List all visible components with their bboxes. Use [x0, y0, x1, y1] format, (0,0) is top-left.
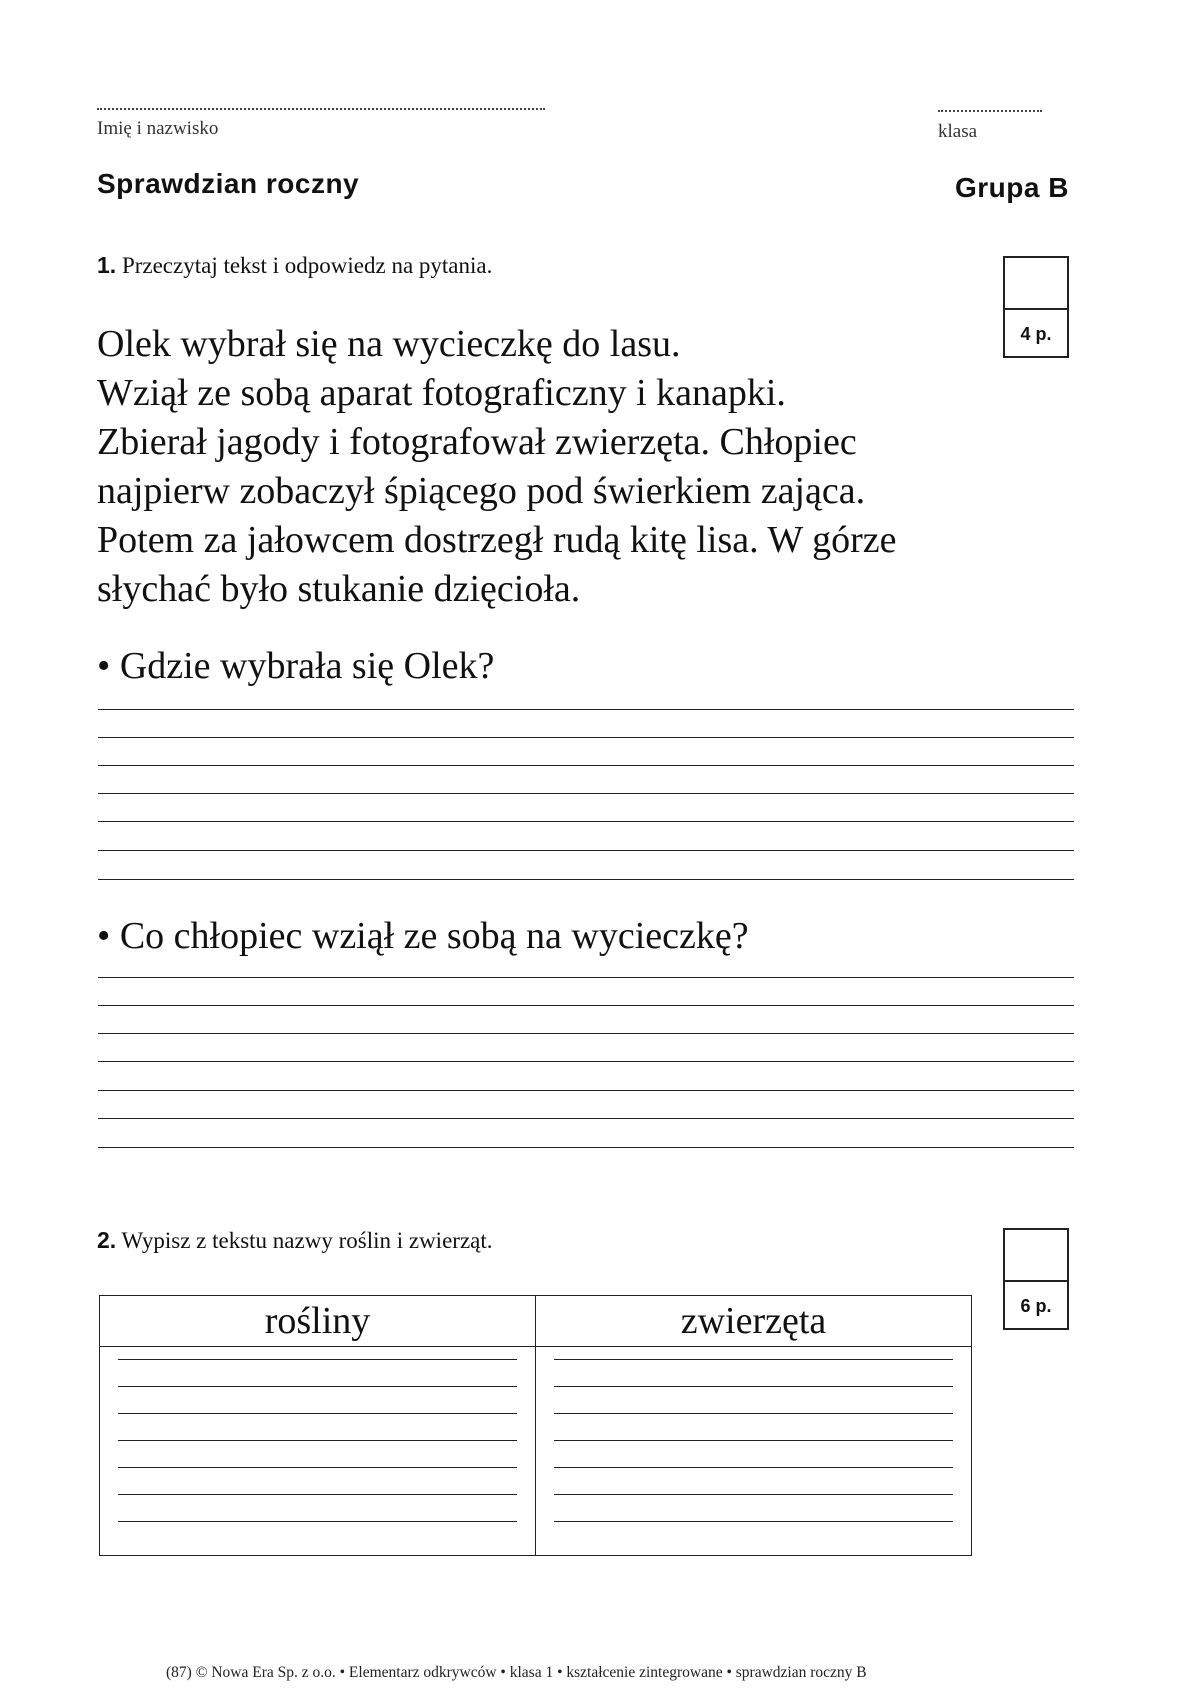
reading-line: najpierw zobaczył śpiącego pod świerkiem zająca.	[97, 470, 866, 512]
answer-line[interactable]	[554, 1386, 953, 1387]
answer-line[interactable]	[118, 1359, 517, 1360]
task2-points-box	[1003, 1228, 1069, 1330]
answer-line[interactable]	[554, 1359, 953, 1360]
class-fill-line[interactable]	[938, 110, 1042, 112]
answer-line[interactable]	[98, 850, 1074, 851]
answer-line[interactable]	[118, 1494, 517, 1495]
answer-line[interactable]	[98, 1061, 1074, 1062]
reading-line: Potem za jałowcem dostrzegł rudą kitę lisa. W górze	[97, 519, 897, 561]
page-footer: (87) © Nowa Era Sp. z o.o. • Elementarz odkrywców • klasa 1 • kształcenie zintegrowane • sprawdzian roczny B	[166, 1664, 867, 1681]
task1-instruction-text: Przeczytaj tekst i odpowiedz na pytania.	[121, 253, 493, 278]
bullet-icon: •	[97, 915, 111, 957]
answer-line[interactable]	[554, 1413, 953, 1414]
group-label: Grupa B	[955, 172, 1069, 203]
reading-line: słychać było stukanie dzięcioła.	[97, 568, 581, 610]
task1-score-field[interactable]	[1005, 258, 1067, 310]
task2-score-field[interactable]	[1005, 1230, 1067, 1282]
reading-text	[97, 320, 1057, 614]
answer-line[interactable]	[98, 793, 1074, 794]
task2-points-label: 6 p.	[1020, 1295, 1052, 1316]
reading-line: Wziął ze sobą aparat fotograficzny i kanapki.	[97, 372, 786, 414]
answer-line[interactable]	[98, 709, 1074, 710]
answer-line[interactable]	[98, 1118, 1074, 1119]
animals-column-header: zwierzęta	[536, 1296, 972, 1347]
answer-line[interactable]	[554, 1440, 953, 1441]
question-2-text: Co chłopiec wziął ze sobą na wycieczkę?	[119, 915, 749, 957]
task1-points-label: 4 p.	[1020, 323, 1052, 344]
answer-line[interactable]	[98, 1033, 1074, 1034]
task2-instruction	[97, 1227, 493, 1254]
animals-answer-cell[interactable]	[536, 1347, 972, 1556]
answer-line[interactable]	[98, 737, 1074, 738]
page-title: Sprawdzian roczny	[97, 168, 360, 199]
name-label: Imię i nazwisko	[97, 118, 219, 139]
answer-line[interactable]	[554, 1494, 953, 1495]
answer-line[interactable]	[98, 879, 1074, 880]
answer-line[interactable]	[554, 1521, 953, 1522]
answer-line[interactable]	[98, 821, 1074, 822]
answer-line[interactable]	[118, 1467, 517, 1468]
question-2	[97, 914, 749, 958]
answer-line[interactable]	[118, 1386, 517, 1387]
plants-answer-cell[interactable]	[100, 1347, 536, 1556]
plants-column-header: rośliny	[100, 1296, 536, 1347]
reading-line: Olek wybrał się na wycieczkę do lasu.	[97, 323, 681, 365]
answer-line[interactable]	[98, 1090, 1074, 1091]
class-label: klasa	[938, 121, 978, 142]
name-fill-line[interactable]	[97, 108, 545, 110]
answer-line[interactable]	[118, 1521, 517, 1522]
answer-line[interactable]	[98, 765, 1074, 766]
answer-line[interactable]	[554, 1467, 953, 1468]
answer-line[interactable]	[118, 1440, 517, 1441]
answer-line[interactable]	[98, 1005, 1074, 1006]
plants-animals-table	[99, 1295, 972, 1556]
answer-line[interactable]	[98, 1147, 1074, 1148]
answer-line[interactable]	[118, 1413, 517, 1414]
question-1	[97, 644, 494, 688]
question-1-text: Gdzie wybrała się Olek?	[119, 645, 495, 687]
answer-line[interactable]	[98, 977, 1074, 978]
task1-number: 1.	[97, 252, 117, 278]
reading-line: Zbierał jagody i fotografował zwierzęta. Chłopiec	[97, 421, 857, 463]
task1-instruction	[97, 252, 492, 279]
bullet-icon: •	[97, 645, 111, 687]
task2-number: 2.	[97, 1227, 117, 1253]
task2-instruction-text: Wypisz z tekstu nazwy roślin i zwierząt.	[121, 1228, 493, 1253]
